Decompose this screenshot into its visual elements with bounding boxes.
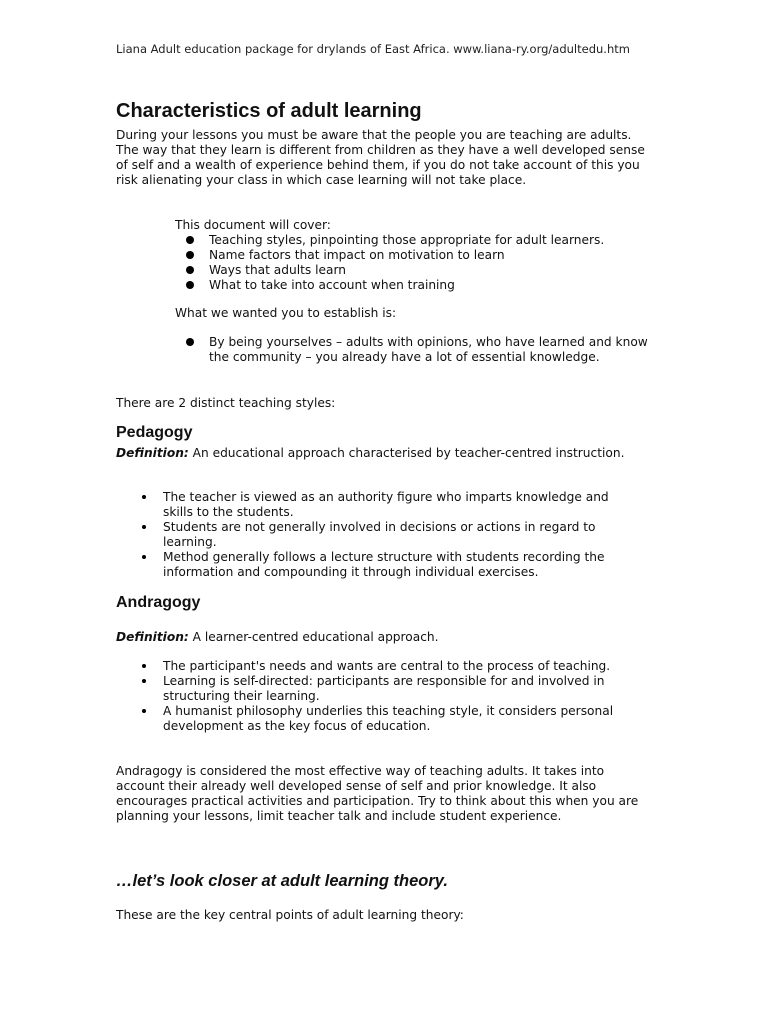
bullet-icon <box>142 709 146 713</box>
pedagogy-definition <box>116 446 646 461</box>
pedagogy-list <box>140 490 640 580</box>
bullet-icon <box>186 251 194 259</box>
list-item: What to take into account when training <box>186 278 656 293</box>
list-item: Method generally follows a lecture structure with students recording the information and compounding it through individual exercises. <box>140 550 640 580</box>
andragogy-heading: Andragogy <box>116 594 201 611</box>
intro-paragraph: During your lessons you must be aware that the people you are teaching are adults. The way that they learn is different from children as they have a well developed sense of self and a wealth of experience behind them, if you do not take account of this you risk alienating your class in which case learning will not take place. <box>116 128 645 187</box>
definition-text: An educational approach characterised by teacher-centred instruction. <box>188 446 625 460</box>
bullet-icon <box>142 555 146 559</box>
bullet-icon <box>186 266 194 274</box>
page-header: Liana Adult education package for drylands of East Africa. www.liana-ry.org/adultedu.htm <box>116 42 630 56</box>
definition-text: A learner-centred educational approach. <box>188 630 439 644</box>
closer-heading: …let’s look closer at adult learning theory. <box>116 872 448 890</box>
list-item: Learning is self-directed: participants are responsible for and involved in structuring their learning. <box>140 674 640 704</box>
cover-list <box>186 233 656 293</box>
cover-label: This document will cover: <box>175 218 331 232</box>
bullet-icon <box>186 236 194 244</box>
andragogy-list <box>140 659 640 734</box>
andragogy-definition <box>116 630 646 645</box>
definition-term: Definition: <box>116 630 189 644</box>
definition-term: Definition: <box>116 446 189 460</box>
page-title: Characteristics of adult learning <box>116 100 422 122</box>
list-item: The teacher is viewed as an authority figure who imparts knowledge and skills to the students. <box>140 490 640 520</box>
list-item: Name factors that impact on motivation to learn <box>186 248 656 263</box>
list-item: Ways that adults learn <box>186 263 656 278</box>
bullet-icon <box>186 281 194 289</box>
bullet-icon <box>142 525 146 529</box>
list-item: Teaching styles, pinpointing those appropriate for adult learners. <box>186 233 656 248</box>
list-item: The participant's needs and wants are central to the process of teaching. <box>140 659 640 674</box>
bullet-icon <box>142 664 146 668</box>
andragogy-summary: Andragogy is considered the most effective way of teaching adults. It takes into account their already well developed sense of self and prior knowledge. It also encourages practical activities and participation. Try to think about this when you are planning your lessons, limit teacher talk and include student experience. <box>116 764 639 823</box>
bullet-icon <box>142 495 146 499</box>
pedagogy-heading: Pedagogy <box>116 424 193 441</box>
styles-intro: There are 2 distinct teaching styles: <box>116 396 336 410</box>
list-item: A humanist philosophy underlies this teaching style, it considers personal development as the key focus of education. <box>140 704 640 734</box>
bullet-icon <box>142 679 146 683</box>
establish-label: What we wanted you to establish is: <box>175 306 397 320</box>
establish-list <box>186 335 656 365</box>
list-item: Students are not generally involved in decisions or actions in regard to learning. <box>140 520 640 550</box>
list-item: By being yourselves – adults with opinions, who have learned and know the community – you already have a lot of essential knowledge. <box>186 335 656 365</box>
key-points-intro: These are the key central points of adult learning theory: <box>116 908 464 922</box>
bullet-icon <box>186 338 194 346</box>
